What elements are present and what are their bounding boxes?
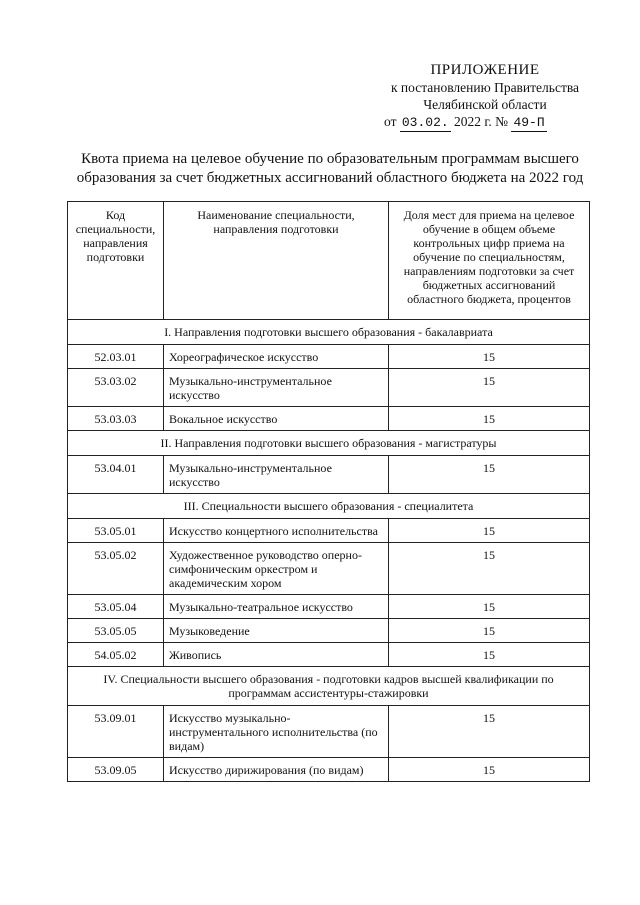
year-text: 2022 г. №	[454, 114, 509, 129]
share-cell: 15	[389, 369, 590, 407]
code-cell: 53.03.02	[68, 369, 164, 407]
table-row	[68, 369, 590, 407]
code-cell: 53.05.01	[68, 519, 164, 543]
table-row	[68, 456, 590, 494]
code-cell: 53.04.01	[68, 456, 164, 494]
share-cell: 15	[389, 519, 590, 543]
name-cell: Художественное руководство оперно-симфоническим оркестром и академическим хором	[164, 543, 389, 595]
document-heading: Квота приема на целевое обучение по образовательным программам высшего образования за счет бюджетных ассигнований областного бюджета на 2022 год	[76, 151, 584, 186]
name-cell: Хореографическое искусство	[164, 345, 389, 369]
code-cell: 53.03.03	[68, 407, 164, 431]
share-cell: 15	[389, 456, 590, 494]
section-row	[68, 667, 590, 706]
header-share: Доля мест для приема на целевое обучение в общем объеме контрольных цифр приема на обучение по специальностям, направлениям подготовки за счет бюджетных ассигнований областного бюджета, процентов	[389, 202, 590, 320]
section-title: IV. Специальности высшего образования - подготовки кадров высшей квалификации по программам ассистентуры-стажировки	[68, 667, 590, 706]
code-cell: 53.09.01	[68, 706, 164, 758]
quota-table	[67, 201, 590, 782]
table-row	[68, 519, 590, 543]
name-cell: Музыкально-инструментальное искусство	[164, 456, 389, 494]
code-cell: 53.05.04	[68, 595, 164, 619]
decree-number: 49-П	[513, 115, 545, 130]
table-row	[68, 407, 590, 431]
section-row	[68, 494, 590, 519]
table-row	[68, 595, 590, 619]
name-cell: Искусство концертного исполнительства	[164, 519, 389, 543]
header-name: Наименование специальности, направления подготовки	[164, 202, 389, 320]
share-cell: 15	[389, 643, 590, 667]
appendix-line-1: к постановлению Правительства	[390, 80, 580, 95]
share-cell: 15	[389, 595, 590, 619]
date-value: 03.02.	[401, 115, 449, 130]
name-cell: Музыкально-театральное искусство	[164, 595, 389, 619]
name-cell: Музыковедение	[164, 619, 389, 643]
section-row	[68, 320, 590, 345]
code-cell: 53.05.05	[68, 619, 164, 643]
share-cell: 15	[389, 407, 590, 431]
code-cell: 53.05.02	[68, 543, 164, 595]
table-row	[68, 758, 590, 782]
appendix-block	[360, 62, 610, 132]
name-cell: Живопись	[164, 643, 389, 667]
table-row	[68, 345, 590, 369]
name-cell: Искусство музыкально-инструментального исполнительства (по видам)	[164, 706, 389, 758]
share-cell: 15	[389, 619, 590, 643]
section-title: III. Специальности высшего образования - специалитета	[68, 494, 590, 519]
header-code: Код специальности, направления подготовки	[68, 202, 164, 320]
table-row	[68, 706, 590, 758]
section-row	[68, 431, 590, 456]
code-cell: 52.03.01	[68, 345, 164, 369]
share-cell: 15	[389, 758, 590, 782]
code-cell: 53.09.05	[68, 758, 164, 782]
table-header-row	[68, 202, 590, 320]
name-cell: Музыкально-инструментальное искусство	[164, 369, 389, 407]
table-row	[68, 619, 590, 643]
appendix-line-2: Челябинской области	[423, 97, 547, 112]
table-row	[68, 543, 590, 595]
share-cell: 15	[389, 345, 590, 369]
appendix-dateline	[360, 113, 610, 132]
appendix-title: ПРИЛОЖЕНИЕ	[430, 62, 540, 78]
date-prefix: от	[384, 114, 397, 129]
section-title: I. Направления подготовки высшего образования - бакалавриата	[68, 320, 590, 345]
name-cell: Вокальное искусство	[164, 407, 389, 431]
name-cell: Искусство дирижирования (по видам)	[164, 758, 389, 782]
share-cell: 15	[389, 706, 590, 758]
code-cell: 54.05.02	[68, 643, 164, 667]
table-row	[68, 643, 590, 667]
section-title: II. Направления подготовки высшего образования - магистратуры	[68, 431, 590, 456]
share-cell: 15	[389, 543, 590, 595]
